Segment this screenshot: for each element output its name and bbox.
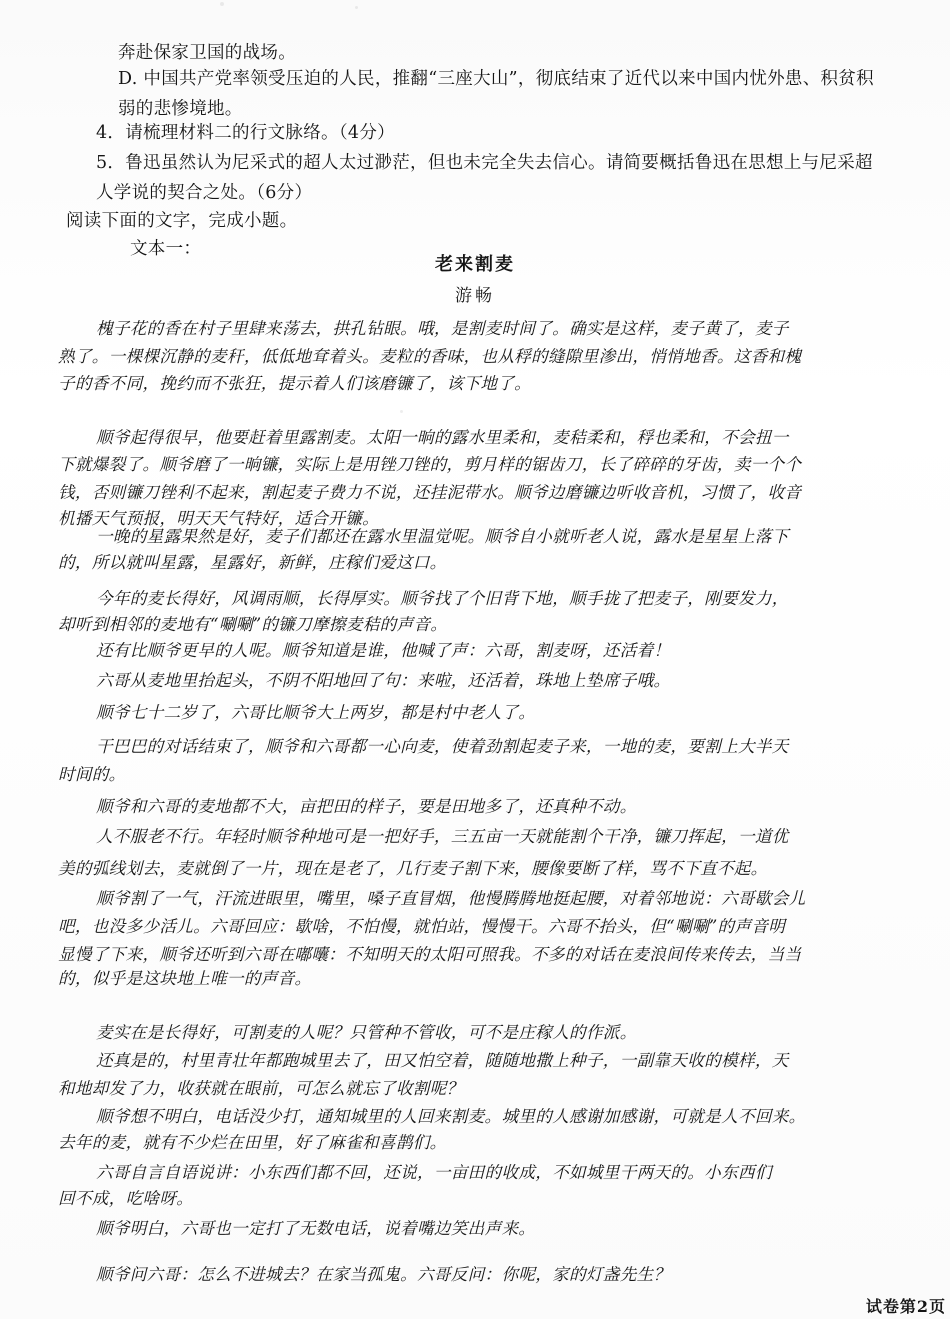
story-line: 和地却发了力，收获就在眼前，可怎么就忘了收割呢？: [58, 1079, 464, 1098]
story-line: 今年的麦长得好，风调雨顺，长得厚实。顺爷找了个旧背下地，顺手拢了把麦子，刚要发力，: [96, 589, 789, 608]
story-line: 顺爷起得很早，他要赶着里露割麦。太阳一晌的露水里柔和，麦秸柔和，稃也柔和，不会扭一: [96, 428, 789, 447]
story-line: 六哥从麦地里抬起头，不阴不阳地回了句：来啦，还活着，珠地上垫席子哦。: [96, 671, 671, 690]
question-5-line2: 人学说的契合之处。（6分）: [96, 183, 313, 203]
story-line: 顺爷想不明白，电话没少打，通知城里的人回来割麦。城里的人感谢加感谢，可就是人不回来。: [96, 1107, 806, 1126]
story-line: 显慢了下来，顺爷还听到六哥在嘟囔：不知明天的太阳可照我。不多的对话在麦浪间传来传去，当当: [58, 945, 802, 964]
option-d-tail: 弱的悲惨境地。: [118, 99, 243, 119]
story-line: 钱，否则镰刀锉利不起来，割起麦子费力不说，还挂泥带水。顺爷边磨镰边听收音机，习惯了，收音: [58, 483, 802, 502]
story-line: 顺爷割了一气，汗流进眼里，嘴里，嗓子直冒烟，他慢腾腾地挺起腰，对着邻地说：六哥歇会儿: [96, 889, 806, 908]
story-line: 还真是的，村里青壮年都跑城里去了，田又怕空着，随随地撒上种子，一副靠天收的模样，天: [96, 1051, 789, 1070]
story-line: 的，所以就叫星露，星露好，新鲜，庄稼们爱这口。: [58, 553, 447, 572]
story-line: 人不服老不行。年轻时顺爷种地可是一把好手，三五亩一天就能割个干净，镰刀挥起，一道优: [96, 827, 789, 846]
story-line: 顺爷和六哥的麦地都不大，亩把田的样子，要是田地多了，还真种不动。: [96, 797, 637, 816]
story-line: 机播天气预报，明天天气特好，适合开镰。: [58, 509, 379, 528]
text-label: 文本一：: [130, 239, 202, 259]
question-4: 4．请梳理材料二的行文脉络。（4分）: [96, 123, 395, 143]
story-line: 去年的麦，就有不少烂在田里，好了麻雀和喜鹊们。: [58, 1133, 447, 1152]
story-line: 顺爷明白，六哥也一定打了无数电话，说着嘴边笑出声来。: [96, 1219, 536, 1238]
story-line: 麦实在是长得好，可割麦的人呢？只管种不管收，可不是庄稼人的作派。: [96, 1023, 637, 1042]
story-line: 美的弧线划去，麦就倒了一片，现在是老了，几行麦子割下来，腰像要断了样，骂不下直不起。: [58, 859, 768, 878]
story-line: 下就爆裂了。顺爷磨了一晌镰，实际上是用锉刀锉的，剪月样的锯齿刀，长了碎碎的牙齿，卖一个个: [58, 455, 802, 474]
story-line: 子的香不同，挽约而不张狂，提示着人们该磨镰了，该下地了。: [58, 374, 532, 393]
story-line: 干巴巴的对话结束了，顺爷和六哥都一心向麦，使着劲割起麦子来，一地的麦，要割上大半天: [96, 737, 789, 756]
story-line: 熟了。一棵棵沉静的麦秆，低低地耷着头。麦粒的香味，也从稃的缝隙里渗出，悄悄地香。这香和槐: [58, 347, 802, 366]
story-title: 老来割麦: [435, 254, 515, 275]
story-line: 的，似乎是这块地上唯一的声音。: [58, 969, 312, 988]
speck: [355, 6, 358, 9]
story-line: 一晚的星露果然是好，麦子们都还在露水里温觉呢。顺爷自小就听老人说，露水是星星上落下: [96, 527, 789, 546]
story-line: 还有比顺爷更早的人呢。顺爷知道是谁，他喊了声：六哥，割麦呀，还活着！: [96, 641, 671, 660]
speck: [220, 2, 224, 6]
option-d: D. 中国共产党率领受压迫的人民，推翻“三座大山”，彻底结束了近代以来中国内忧外患、积贫积: [118, 69, 874, 89]
question-5-line1: 5．鲁迅虽然认为尼采式的超人太过渺茫，但也未完全失去信心。请简要概括鲁迅在思想上与尼采超: [96, 153, 873, 173]
story-line: 却听到相邻的麦地有“唰唰”的镰刀摩擦麦秸的声音。: [58, 615, 448, 634]
story-line: 顺爷七十二岁了，六哥比顺爷大上两岁，都是村中老人了。: [96, 703, 536, 722]
page-number: 试卷第2页: [865, 1297, 946, 1316]
reading-intro: 阅读下面的文字，完成小题。: [66, 211, 298, 231]
story-author: 游畅: [455, 286, 495, 306]
story-line: 六哥自言自语说讲：小东西们都不回，还说，一亩田的收成，不如城里干两天的。小东西们: [96, 1163, 772, 1182]
story-line: 时间的。: [58, 765, 126, 784]
story-line: 回不成，吃啥呀。: [58, 1189, 194, 1208]
speck: [400, 410, 403, 413]
story-line: 顺爷问六哥：怎么不进城去？在家当孤鬼。六哥反问：你呢，家的灯盏先生？: [96, 1265, 671, 1284]
option-c-tail: 奔赴保家卫国的战场。: [118, 43, 296, 63]
story-line: 吧，也没多少活儿。六哥回应：歇啥，不怕慢，就怕站，慢慢干。六哥不抬头，但“唰唰”的声音明: [58, 917, 786, 936]
story-line: 槐子花的香在村子里肆来荡去，拱孔钻眼。哦，是割麦时间了。确实是这样，麦子黄了，麦子: [96, 319, 789, 338]
